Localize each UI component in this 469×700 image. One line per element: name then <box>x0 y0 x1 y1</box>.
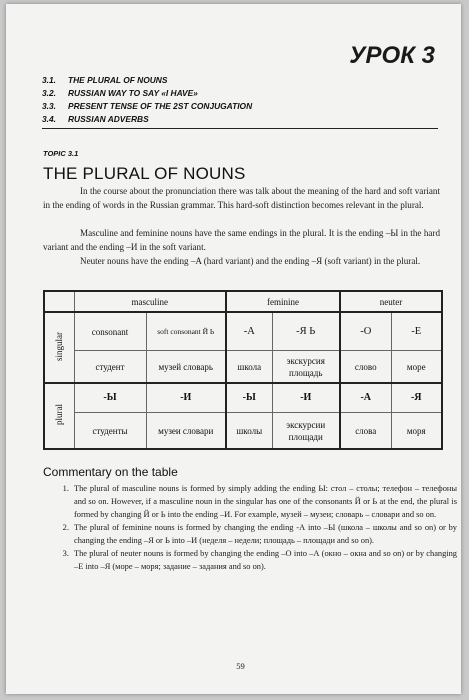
commentary-item: 1. The plural of masculine nouns is formed by simply adding the ending Ы: стол – столы; телефон – телефоны and so on. However, if a masculine noun in the singular has one of the consonants Й or Ь at the end, the plural is formed by changing Й or Ь into the ending –И. For example, музей – музеи; словарь – словари and so on. <box>71 482 457 521</box>
paragraph-text: In the course about the pronunciation there was talk about the meaning of the hard and soft variant in the ending of words in the Russian grammar. This hard-soft distinction becomes relevant in the plural. <box>43 186 440 210</box>
section-heading: THE PLURAL OF NOUNS <box>43 164 246 183</box>
ending-cell: -А <box>340 383 391 413</box>
page-number: 59 <box>236 661 245 671</box>
commentary-heading: Commentary on the table <box>43 465 178 479</box>
toc-number: 3.1. <box>42 75 56 85</box>
paragraph <box>43 254 440 268</box>
row-label-text: singular <box>54 331 65 361</box>
row-label-text: plural <box>54 403 65 425</box>
paragraph-text: Masculine and feminine nouns have the same endings in the plural. It is the ending –Ы in the hard variant and the ending –И in the soft variant. <box>43 228 440 252</box>
ending-cell: -А <box>226 312 272 350</box>
toc-item <box>42 100 438 113</box>
topic-label: TOPIC 3.1 <box>43 149 79 158</box>
example-cell: слова <box>340 413 391 449</box>
ending-cell: -О <box>340 312 391 350</box>
toc-text: THE PLURAL OF NOUNS <box>68 75 168 85</box>
lesson-title: УРОК 3 <box>349 42 435 69</box>
ending-cell: -И <box>272 383 340 413</box>
commentary-item: 3. The plural of neuter nouns is formed by changing the ending –О into –А (окно – окна and so on) or by changing –Е into –Я (море – моря; задание – задания and so on). <box>71 547 457 573</box>
toc-number: 3.4. <box>42 114 56 124</box>
example-cell: море <box>391 351 442 383</box>
ending-cell: -И <box>146 383 226 413</box>
toc-item <box>42 74 438 87</box>
paragraph <box>43 226 440 254</box>
toc-item <box>42 87 438 100</box>
ending-cell: consonant <box>74 312 146 350</box>
toc-text: RUSSIAN ADVERBS <box>68 114 149 124</box>
ending-cell: -Я <box>391 383 442 413</box>
ending-cell: -Я Ь <box>272 312 340 350</box>
gender-header-masculine: masculine <box>74 291 226 312</box>
plural-endings-table <box>43 290 443 450</box>
example-cell: музеи словари <box>146 413 226 449</box>
table-of-contents <box>42 74 438 129</box>
example-cell: слово <box>340 351 391 383</box>
ending-cell: soft consonant Й Ь <box>146 312 226 350</box>
example-cell: школа <box>226 351 272 383</box>
example-cell: студенты <box>74 413 146 449</box>
toc-number: 3.3. <box>42 101 56 111</box>
toc-number: 3.2. <box>42 88 56 98</box>
book-page <box>6 4 461 694</box>
example-cell: экскурсии площади <box>272 413 340 449</box>
commentary-item: 2. The plural of feminine nouns is formed by changing the ending -А into –Ы (школа – школы and so on) or by changing the ending –Я or Ь into –И (неделя – недели; площадь – площади and so on). <box>71 521 457 547</box>
gender-header-neuter: neuter <box>340 291 442 312</box>
example-cell: школы <box>226 413 272 449</box>
example-cell: экскурсия площадь <box>272 351 340 383</box>
toc-item <box>42 113 438 126</box>
paragraph <box>43 184 440 212</box>
ending-cell: -Ы <box>226 383 272 413</box>
ending-cell: -Е <box>391 312 442 350</box>
paragraph-text: Neuter nouns have the ending –A (hard variant) and the ending –Я (soft variant) in the plural. <box>80 256 421 266</box>
ending-cell: -Ы <box>74 383 146 413</box>
commentary-list <box>54 482 457 573</box>
example-cell: моря <box>391 413 442 449</box>
table-corner <box>44 291 74 312</box>
example-cell: музей словарь <box>146 351 226 383</box>
toc-text: PRESENT TENSE OF THE 2ST CONJUGATION <box>68 101 253 111</box>
gender-header-feminine: feminine <box>226 291 340 312</box>
example-cell: студент <box>74 351 146 383</box>
toc-text: RUSSIAN WAY TO SAY «I HAVE» <box>68 88 198 98</box>
row-label-singular <box>44 312 74 382</box>
row-label-plural <box>44 383 74 449</box>
